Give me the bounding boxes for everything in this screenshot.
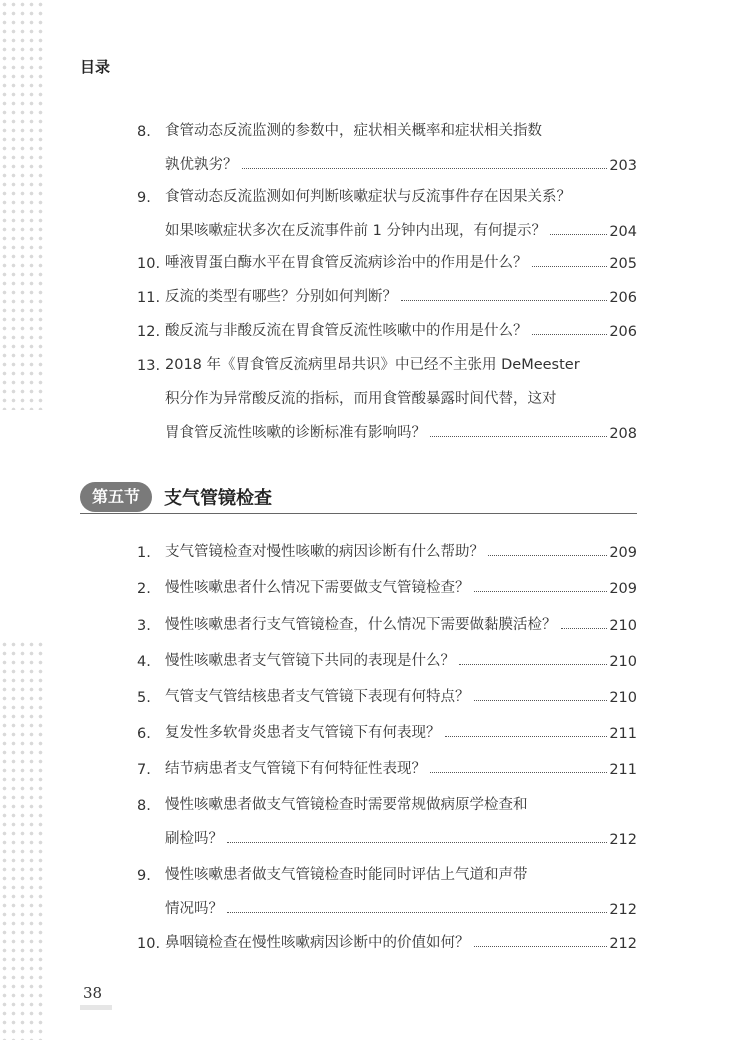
running-head: 目录 xyxy=(80,58,111,76)
toc-entry-title: 气管支气管结核患者支气管镜下表现有何特点？ xyxy=(165,689,470,705)
toc-entry-title: 支气管镜检查对慢性咳嗽的病因诊断有什么帮助？ xyxy=(165,544,484,560)
toc-entry-title: 积分作为异常酸反流的指标，而用食管酸暴露时间代替，这对 xyxy=(165,391,557,407)
toc-entry-page: 211 xyxy=(609,726,637,742)
toc-entry-page: 210 xyxy=(609,654,637,670)
toc-entry[interactable] xyxy=(137,172,637,240)
toc-entry-line xyxy=(137,918,637,952)
toc-entry-page: 208 xyxy=(609,426,637,442)
footer-bar xyxy=(80,1005,112,1010)
dot-leader xyxy=(532,334,608,335)
toc-entry-page: 209 xyxy=(609,545,637,561)
section-label: 第五节 xyxy=(80,482,152,512)
toc-entry-number: 1. xyxy=(137,545,151,561)
toc-entry-title: 刷检吗？ xyxy=(165,831,223,847)
toc-entry-number: 8. xyxy=(137,124,151,140)
toc-entry-line xyxy=(137,850,637,884)
section-header xyxy=(80,482,637,512)
dot-leader xyxy=(550,234,607,235)
toc-entry-page: 204 xyxy=(609,224,637,240)
toc-entry[interactable] xyxy=(137,272,637,306)
toc-entry-page: 212 xyxy=(609,832,637,848)
toc-entry-line xyxy=(137,106,637,140)
toc-entry[interactable] xyxy=(137,527,637,561)
toc-entry-line xyxy=(137,600,637,634)
toc-entry-title: 如果咳嗽症状多次在反流事件前 1 分钟内出现，有何提示？ xyxy=(165,223,546,239)
toc-entry-title: 慢性咳嗽患者做支气管镜检查时能同时评估上气道和声带 xyxy=(165,867,528,883)
toc-entry-number: 9. xyxy=(137,868,151,884)
toc-entry-line xyxy=(137,884,637,918)
dot-leader xyxy=(445,736,608,737)
toc-entry-number: 3. xyxy=(137,618,151,634)
toc-entry-line xyxy=(137,172,637,206)
toc-entry-number: 8. xyxy=(137,798,151,814)
section-title: 支气管镜检查 xyxy=(164,488,273,509)
toc-entry-number: 7. xyxy=(137,762,151,778)
toc-entry-title: 反流的类型有哪些？分别如何判断？ xyxy=(165,289,397,305)
toc-entry[interactable] xyxy=(137,306,637,340)
toc-entry-line xyxy=(137,306,637,340)
toc-entry-line xyxy=(137,563,637,597)
toc-entry-title: 唾液胃蛋白酶水平在胃食管反流病诊治中的作用是什么？ xyxy=(165,255,528,271)
dot-leader xyxy=(242,168,608,169)
toc-entry-page: 211 xyxy=(609,762,637,778)
toc-entry-title: 食管动态反流监测的参数中，症状相关概率和症状相关指数 xyxy=(165,123,542,139)
toc-entry-line xyxy=(137,408,637,442)
toc-entry-title: 慢性咳嗽患者什么情况下需要做支气管镜检查？ xyxy=(165,580,470,596)
toc-entry-number: 10. xyxy=(137,936,161,952)
toc-entry-page: 206 xyxy=(609,290,637,306)
toc-entry-number: 12. xyxy=(137,324,161,340)
toc-entry-number: 2. xyxy=(137,581,151,597)
decorative-dot-pattern-bottom xyxy=(0,640,46,1040)
toc-entry[interactable] xyxy=(137,238,637,272)
toc-entry-line xyxy=(137,672,637,706)
toc-entry-title: 慢性咳嗽患者支气管镜下共同的表现是什么？ xyxy=(165,653,455,669)
toc-entry-line xyxy=(137,238,637,272)
section-divider xyxy=(80,513,637,514)
dot-leader xyxy=(430,436,607,437)
dot-leader xyxy=(459,664,607,665)
toc-entry-line xyxy=(137,814,637,848)
toc-entry-title: 复发性多软骨炎患者支气管镜下有何表现？ xyxy=(165,725,441,741)
toc-entry[interactable] xyxy=(137,563,637,597)
toc-entry-line xyxy=(137,527,637,561)
toc-entry-line xyxy=(137,340,637,374)
decorative-dot-pattern-top xyxy=(0,0,46,410)
dot-leader xyxy=(474,591,608,592)
toc-entry-page: 203 xyxy=(609,158,637,174)
toc-entry-title: 结节病患者支气管镜下有何特征性表现？ xyxy=(165,761,426,777)
toc-entry-number: 10. xyxy=(137,256,161,272)
toc-entry[interactable] xyxy=(137,850,637,918)
dot-leader xyxy=(474,700,608,701)
toc-entry-title: 孰优孰劣？ xyxy=(165,157,238,173)
toc-entry-title: 食管动态反流监测如何判断咳嗽症状与反流事件存在因果关系？ xyxy=(165,189,571,205)
toc-entry-line xyxy=(137,140,637,174)
toc-entry-title: 情况吗？ xyxy=(165,901,223,917)
page-number: 38 xyxy=(83,984,103,1002)
toc-entry-number: 5. xyxy=(137,690,151,706)
toc-entry-page: 210 xyxy=(609,690,637,706)
toc-entry-line xyxy=(137,206,637,240)
toc-entry-page: 206 xyxy=(609,324,637,340)
toc-entry-number: 4. xyxy=(137,654,151,670)
toc-entry-line xyxy=(137,272,637,306)
toc-entry-number: 6. xyxy=(137,726,151,742)
toc-entry-page: 210 xyxy=(609,618,637,634)
toc-entry-page: 205 xyxy=(609,256,637,272)
dot-leader xyxy=(401,300,607,301)
dot-leader xyxy=(430,772,607,773)
toc-entry[interactable] xyxy=(137,708,637,742)
toc-entry[interactable] xyxy=(137,780,637,848)
toc-entry-title: 慢性咳嗽患者行支气管镜检查，什么情况下需要做黏膜活检？ xyxy=(165,617,557,633)
toc-entry[interactable] xyxy=(137,744,637,778)
toc-entry-line xyxy=(137,636,637,670)
toc-entry[interactable] xyxy=(137,636,637,670)
toc-entry-number: 11. xyxy=(137,290,161,306)
toc-entry-title: 酸反流与非酸反流在胃食管反流性咳嗽中的作用是什么？ xyxy=(165,323,528,339)
toc-entry-number: 13. xyxy=(137,358,161,374)
dot-leader xyxy=(532,266,608,267)
dot-leader xyxy=(474,946,608,947)
toc-entry[interactable] xyxy=(137,918,637,952)
toc-entry-line xyxy=(137,744,637,778)
toc-entry-title: 胃食管反流性咳嗽的诊断标准有影响吗？ xyxy=(165,425,426,441)
toc-entry-title: 鼻咽镜检查在慢性咳嗽病因诊断中的价值如何？ xyxy=(165,935,470,951)
dot-leader xyxy=(561,628,608,629)
toc-entry-title: 慢性咳嗽患者做支气管镜检查时需要常规做病原学检查和 xyxy=(165,797,528,813)
toc-entry-page: 212 xyxy=(609,902,637,918)
toc-entry-page: 209 xyxy=(609,581,637,597)
dot-leader xyxy=(227,912,607,913)
toc-entry-line xyxy=(137,708,637,742)
toc-entry-title: 2018 年《胃食管反流病里昂共识》中已经不主张用 DeMeester xyxy=(165,357,580,373)
toc-entry-page: 212 xyxy=(609,936,637,952)
toc-entry[interactable] xyxy=(137,672,637,706)
dot-leader xyxy=(227,842,607,843)
toc-entry[interactable] xyxy=(137,600,637,634)
toc-entry[interactable] xyxy=(137,340,637,442)
toc-entry-line xyxy=(137,780,637,814)
toc-entry-number: 9. xyxy=(137,190,151,206)
toc-entry[interactable] xyxy=(137,106,637,174)
dot-leader xyxy=(488,555,607,556)
toc-entry-line xyxy=(137,374,637,408)
